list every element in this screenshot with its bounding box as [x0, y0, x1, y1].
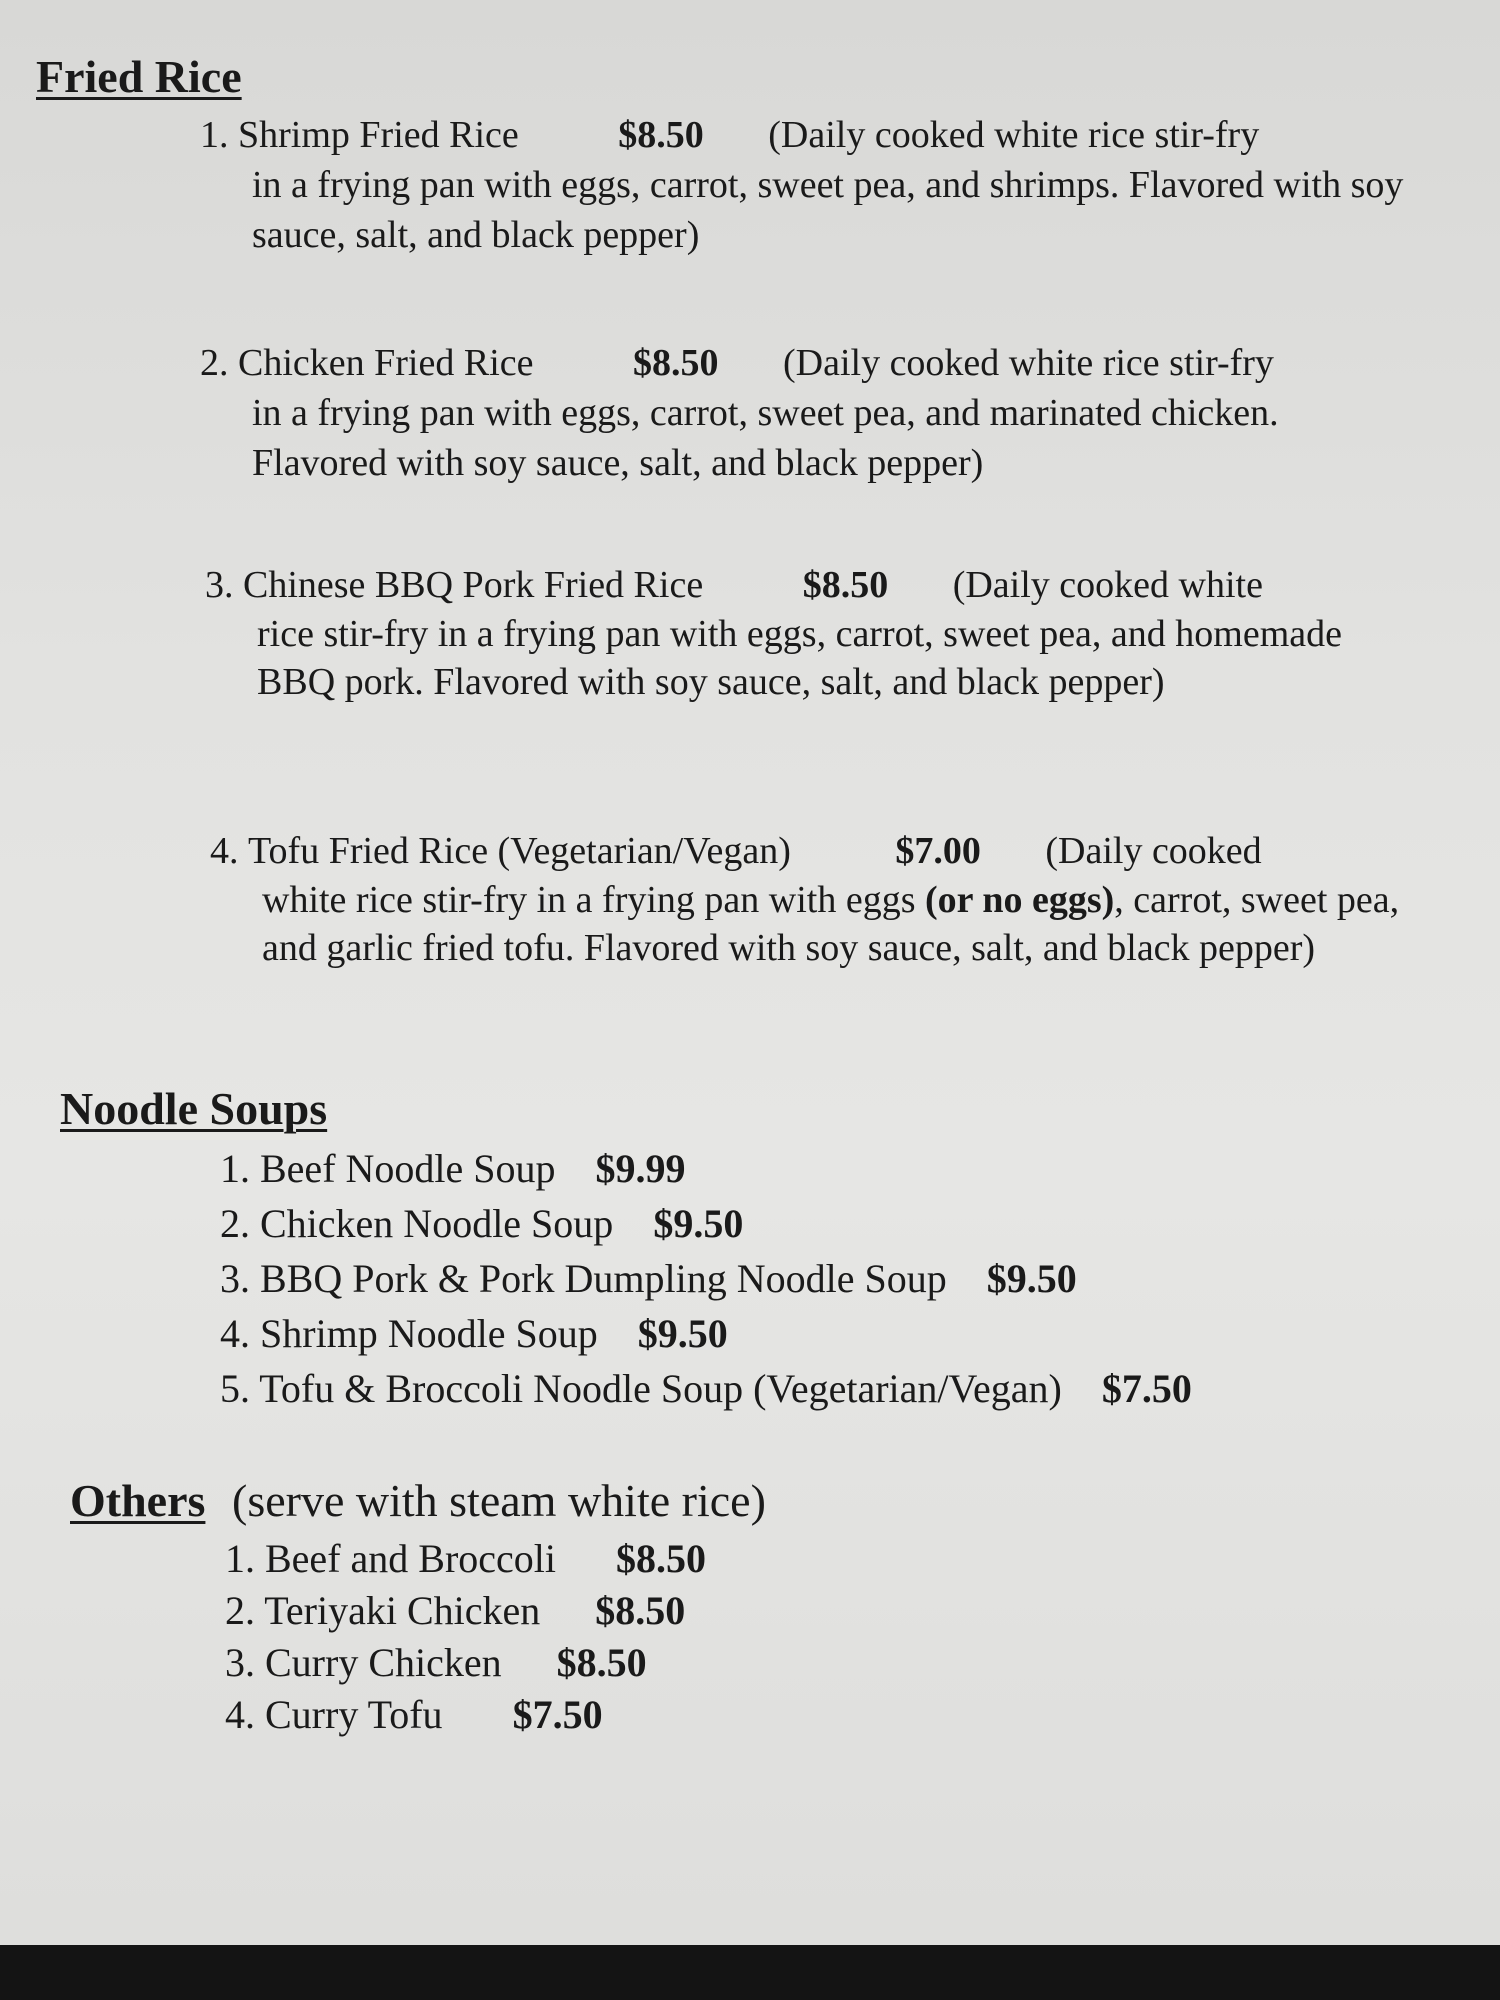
- item-price: $7.50: [512, 1692, 603, 1737]
- item-description-part: , carrot, sweet pea, and garlic fried tofu. Flavored with soy sauce, salt, and black pepper): [262, 879, 1400, 969]
- item-name: Chicken Fried Rice: [238, 342, 534, 384]
- item-label: 5. Tofu & Broccoli Noodle Soup (Vegetarian/Vegan): [220, 1366, 1062, 1411]
- noodle-soup-item-3: [220, 1252, 1077, 1306]
- item-price: $9.99: [595, 1146, 686, 1191]
- noodle-soup-item-5: [220, 1362, 1192, 1416]
- item-price: $7.00: [895, 830, 981, 872]
- item-description-bold-note: (or no eggs): [925, 879, 1115, 921]
- item-price: $9.50: [653, 1201, 744, 1246]
- others-heading-note: (serve with steam white rice): [232, 1475, 766, 1526]
- item-description-part: white rice stir-fry in a frying pan with eggs: [262, 879, 925, 921]
- others-item-4: [225, 1688, 603, 1742]
- item-price: $8.50: [802, 564, 889, 606]
- others-heading: [70, 1474, 205, 1527]
- item-description-start: (Daily cooked: [1045, 830, 1262, 872]
- item-label: 1. Beef Noodle Soup: [220, 1146, 556, 1191]
- fried-rice-item-2: [200, 338, 1460, 488]
- item-description: rice stir-fry in a frying pan with eggs, carrot, sweet pea, and homemade BBQ pork. Flavored with soy sauce, salt, and black pepper): [257, 613, 1343, 703]
- others-item-3: [225, 1636, 647, 1690]
- item-label: 1. Beef and Broccoli: [225, 1536, 556, 1581]
- item-label: 3. Curry Chicken: [225, 1640, 502, 1685]
- item-label: 4. Shrimp Noodle Soup: [220, 1311, 598, 1356]
- item-price: $8.50: [618, 114, 704, 156]
- item-number: 1.: [200, 114, 229, 156]
- item-price: $9.50: [637, 1311, 728, 1356]
- fried-rice-item-4: [210, 826, 1470, 972]
- item-description-start: (Daily cooked white rice stir-fry: [768, 114, 1260, 156]
- item-label: 2. Teriyaki Chicken: [225, 1588, 541, 1633]
- item-label: 4. Curry Tofu: [225, 1692, 443, 1737]
- item-number: 2.: [200, 342, 229, 384]
- noodle-soup-item-4: [220, 1307, 728, 1361]
- item-price: $8.50: [595, 1588, 686, 1633]
- others-item-2: [225, 1584, 685, 1638]
- item-number: 4.: [210, 830, 239, 872]
- item-description: in a frying pan with eggs, carrot, sweet pea, and shrimps. Flavored with soy sauce, salt, and black pepper): [252, 164, 1404, 256]
- fried-rice-heading: Fried Rice: [36, 51, 242, 102]
- item-label: 2. Chicken Noodle Soup: [220, 1201, 614, 1246]
- item-price: $8.50: [632, 342, 719, 384]
- item-price: $7.50: [1101, 1366, 1192, 1411]
- item-description-start: (Daily cooked white: [952, 564, 1263, 606]
- item-price: $8.50: [556, 1640, 647, 1685]
- fried-rice-item-1: [200, 110, 1460, 260]
- item-description: [210, 876, 1422, 972]
- item-price: $9.50: [986, 1256, 1077, 1301]
- fried-rice-item-3: [205, 560, 1465, 706]
- item-name: Shrimp Fried Rice: [238, 114, 519, 156]
- noodle-soups-heading: Noodle Soups: [60, 1083, 328, 1134]
- item-number: 3.: [205, 564, 234, 606]
- item-price: $8.50: [616, 1536, 706, 1581]
- item-label: 3. BBQ Pork & Pork Dumpling Noodle Soup: [220, 1256, 947, 1301]
- bottom-edge: [0, 1945, 1500, 2000]
- noodle-soup-item-2: [220, 1197, 743, 1251]
- noodle-soup-item-1: [220, 1142, 686, 1196]
- item-description-start: (Daily cooked white rice stir-fry: [782, 342, 1274, 384]
- item-name: Chinese BBQ Pork Fried Rice: [243, 564, 704, 606]
- item-name: Tofu Fried Rice (Vegetarian/Vegan): [248, 830, 791, 872]
- others-heading-title: Others: [70, 1475, 206, 1526]
- item-description: in a frying pan with eggs, carrot, sweet pea, and marinated chicken. Flavored with soy sauce, salt, and black pepper): [252, 392, 1279, 484]
- others-item-1: [225, 1532, 706, 1586]
